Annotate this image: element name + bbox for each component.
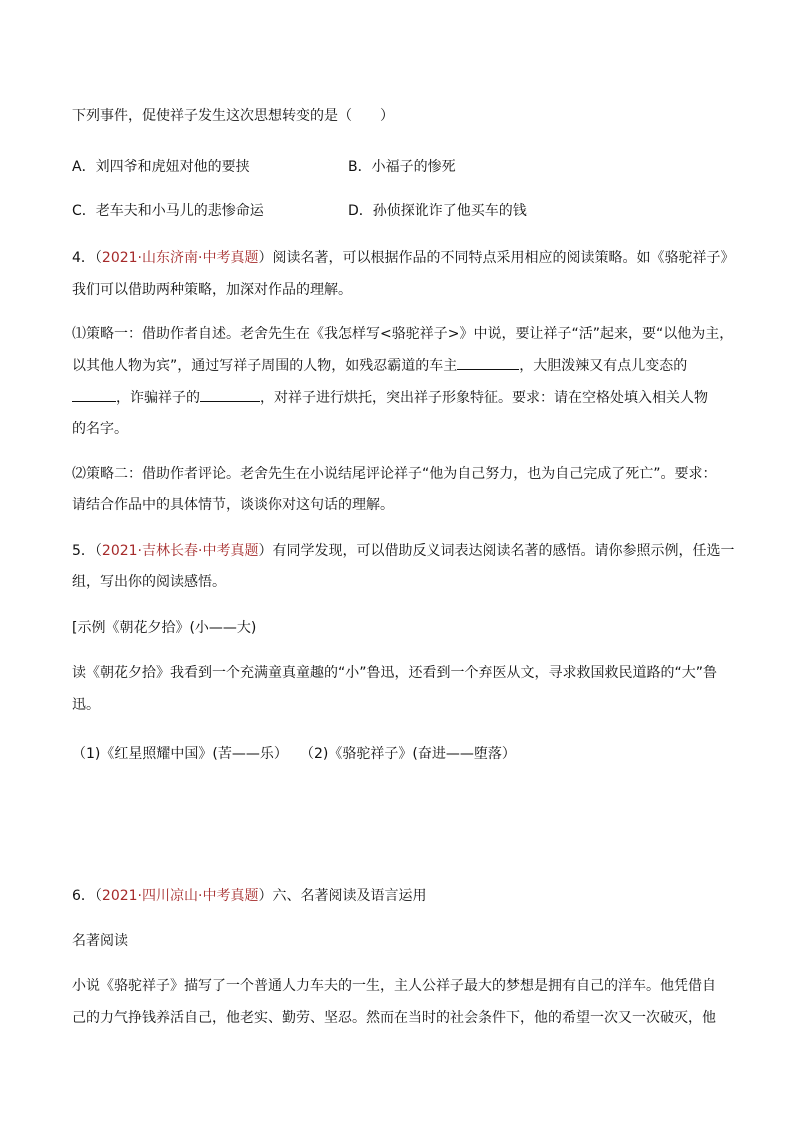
q5-example-line1: 读《朝花夕拾》我看到一个充满童真童趣的“小”鲁迅，还看到一个弃医从文，寻求救国救民道路的“大”鲁 xyxy=(72,665,718,681)
q3-option-a: A．刘四爷和虎妞对他的要挟 xyxy=(72,159,250,175)
q6-intro: 六、名著阅读及语言运用 xyxy=(272,888,427,904)
q6-source-link[interactable]: 2021·四川凉山·中考真题 xyxy=(101,888,259,904)
q6-body-line1: 小说《骆驼祥子》描写了一个普通人力车夫的一生，主人公祥子最大的梦想是拥有自己的洋车。他凭借自 xyxy=(72,978,716,994)
q5-example-line2: 迅。 xyxy=(72,697,100,713)
q5-choice-1: （1)《红星照耀中国》(苦——乐） xyxy=(72,746,288,762)
q4-header xyxy=(72,248,734,268)
q3-option-c: C．老车夫和小马儿的悲惨命运 xyxy=(72,203,264,219)
q4-p1-line1: ⑴策略一：借助作者自述。老舍先生在《我怎样写<骆驼祥子>》中说，要让祥子“活”起来，要“以他为主， xyxy=(72,326,734,342)
q5-number: 5．（ xyxy=(72,543,102,559)
q4-number: 4．（ xyxy=(72,250,102,266)
q6-header xyxy=(72,886,426,906)
q4-p2-line1: ⑵策略二：借助作者评论。老舍先生在小说结尾评论祥子“他为自己努力，也为自己完成了死亡”。要求： xyxy=(72,466,717,482)
q4-p1-text: ，诈骗祥子的 xyxy=(116,390,200,406)
blank-swindler[interactable] xyxy=(200,387,260,402)
q5-header xyxy=(72,541,734,561)
q4-p1-text: ，大胆泼辣又有点儿变态的 xyxy=(519,358,688,374)
q5-intro-line2: 组，写出你的阅读感悟。 xyxy=(72,574,226,590)
q4-p1-line3 xyxy=(72,387,708,408)
q4-p1-line2 xyxy=(72,355,687,376)
q3-option-d: D．孙侦探讹诈了他买车的钱 xyxy=(348,203,527,219)
q4-intro: 阅读名著，可以根据作品的不同特点采用相应的阅读策略。如《骆驼祥子》 xyxy=(272,250,735,266)
q3-option-b: B．小福子的惨死 xyxy=(348,159,456,175)
q4-source-link[interactable]: 2021·山东济南·中考真题 xyxy=(101,250,259,266)
q5-source-link[interactable]: 2021·吉林长春·中考真题 xyxy=(101,543,259,559)
q6-body-line2: 己的力气挣钱养活自己，他老实、勤劳、坚忍。然而在当时的社会条件下，他的希望一次又一次破灭，他 xyxy=(72,1010,716,1026)
q6-close: ） xyxy=(258,888,273,904)
q4-p2-line2: 请结合作品中的具体情节，谈谈你对这句话的理解。 xyxy=(72,497,394,513)
q3-stem: 下列事件，促使祥子发生这次思想转变的是（ ） xyxy=(72,108,394,124)
q5-choice-2: （2)《骆驼祥子》(奋进——堕落） xyxy=(300,746,516,762)
q5-intro: 有同学发现，可以借助反义词表达阅读名著的感悟。请你参照示例，任选一 xyxy=(272,543,735,559)
blank-carowner[interactable] xyxy=(457,355,519,370)
q6-subtitle: 名著阅读 xyxy=(72,933,128,949)
q5-close: ） xyxy=(258,543,273,559)
q5-example-title: [示例《朝花夕拾》(小——大) xyxy=(72,620,257,636)
q4-p1-line4: 的名字。 xyxy=(72,421,128,437)
q4-intro-line2: 我们可以借助两种策略，加深对作品的理解。 xyxy=(72,282,352,298)
q6-number: 6．（ xyxy=(72,888,102,904)
q4-close: ） xyxy=(258,250,273,266)
q4-p1-text: ，对祥子进行烘托，突出祥子形象特征。要求：请在空格处填入相关人物 xyxy=(260,390,708,406)
blank-character[interactable] xyxy=(72,387,116,402)
q4-p1-text: 以其他人物为宾”，通过写祥子周围的人物，如残忍霸道的车主 xyxy=(72,358,458,374)
